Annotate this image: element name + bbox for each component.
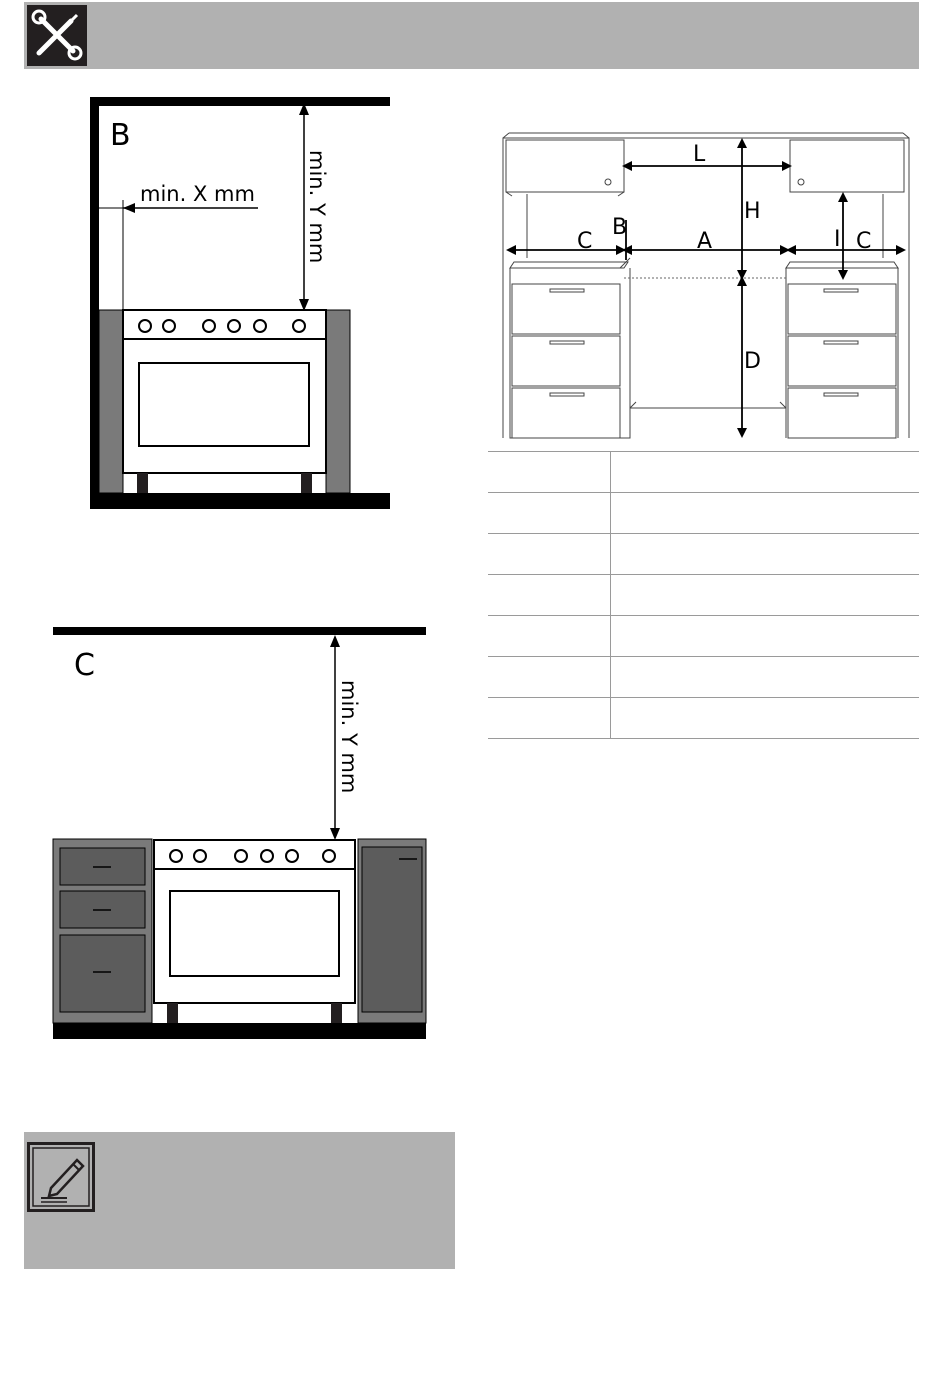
diagram-b-letter: B <box>110 118 131 153</box>
label-i: I <box>834 227 841 252</box>
diagram-b <box>88 95 393 515</box>
label-h: H <box>744 199 761 224</box>
diagram-b-min-y-label: min. Y mm <box>305 150 329 264</box>
pencil-note-icon <box>27 1142 95 1212</box>
diagram-b-min-x-label: min. X mm <box>140 182 255 206</box>
table-cell-value <box>611 534 920 575</box>
diagram-c-min-y-label: min. Y mm <box>337 680 361 794</box>
diagram-c <box>52 625 432 1045</box>
tools-icon <box>27 5 87 66</box>
note-box <box>24 1132 455 1269</box>
table-cell-value <box>611 452 920 493</box>
table-cell-label <box>488 534 611 575</box>
table-cell-value <box>611 616 920 657</box>
table-cell-label <box>488 657 611 698</box>
diagram-c-letter: C <box>74 648 95 683</box>
diagram-overview <box>500 130 912 442</box>
label-c-right: C <box>856 229 872 254</box>
table-row <box>488 657 919 698</box>
table-cell-value <box>611 493 920 534</box>
label-a: A <box>697 229 713 254</box>
table-cell-value <box>611 698 920 739</box>
table-cell-label <box>488 616 611 657</box>
table-row <box>488 616 919 657</box>
section-header <box>24 2 919 69</box>
label-c-left: C <box>577 229 593 254</box>
dimension-table <box>488 451 919 739</box>
table-row <box>488 575 919 616</box>
table-row <box>488 698 919 739</box>
table-row <box>488 493 919 534</box>
table-cell-value <box>611 657 920 698</box>
table-row <box>488 452 919 493</box>
table-cell-label <box>488 493 611 534</box>
table-cell-label <box>488 452 611 493</box>
label-b: B <box>612 215 628 240</box>
table-cell-label <box>488 698 611 739</box>
table-cell-label <box>488 575 611 616</box>
table-row <box>488 534 919 575</box>
table-cell-value <box>611 575 920 616</box>
label-d: D <box>744 349 761 374</box>
label-l: L <box>693 142 706 167</box>
